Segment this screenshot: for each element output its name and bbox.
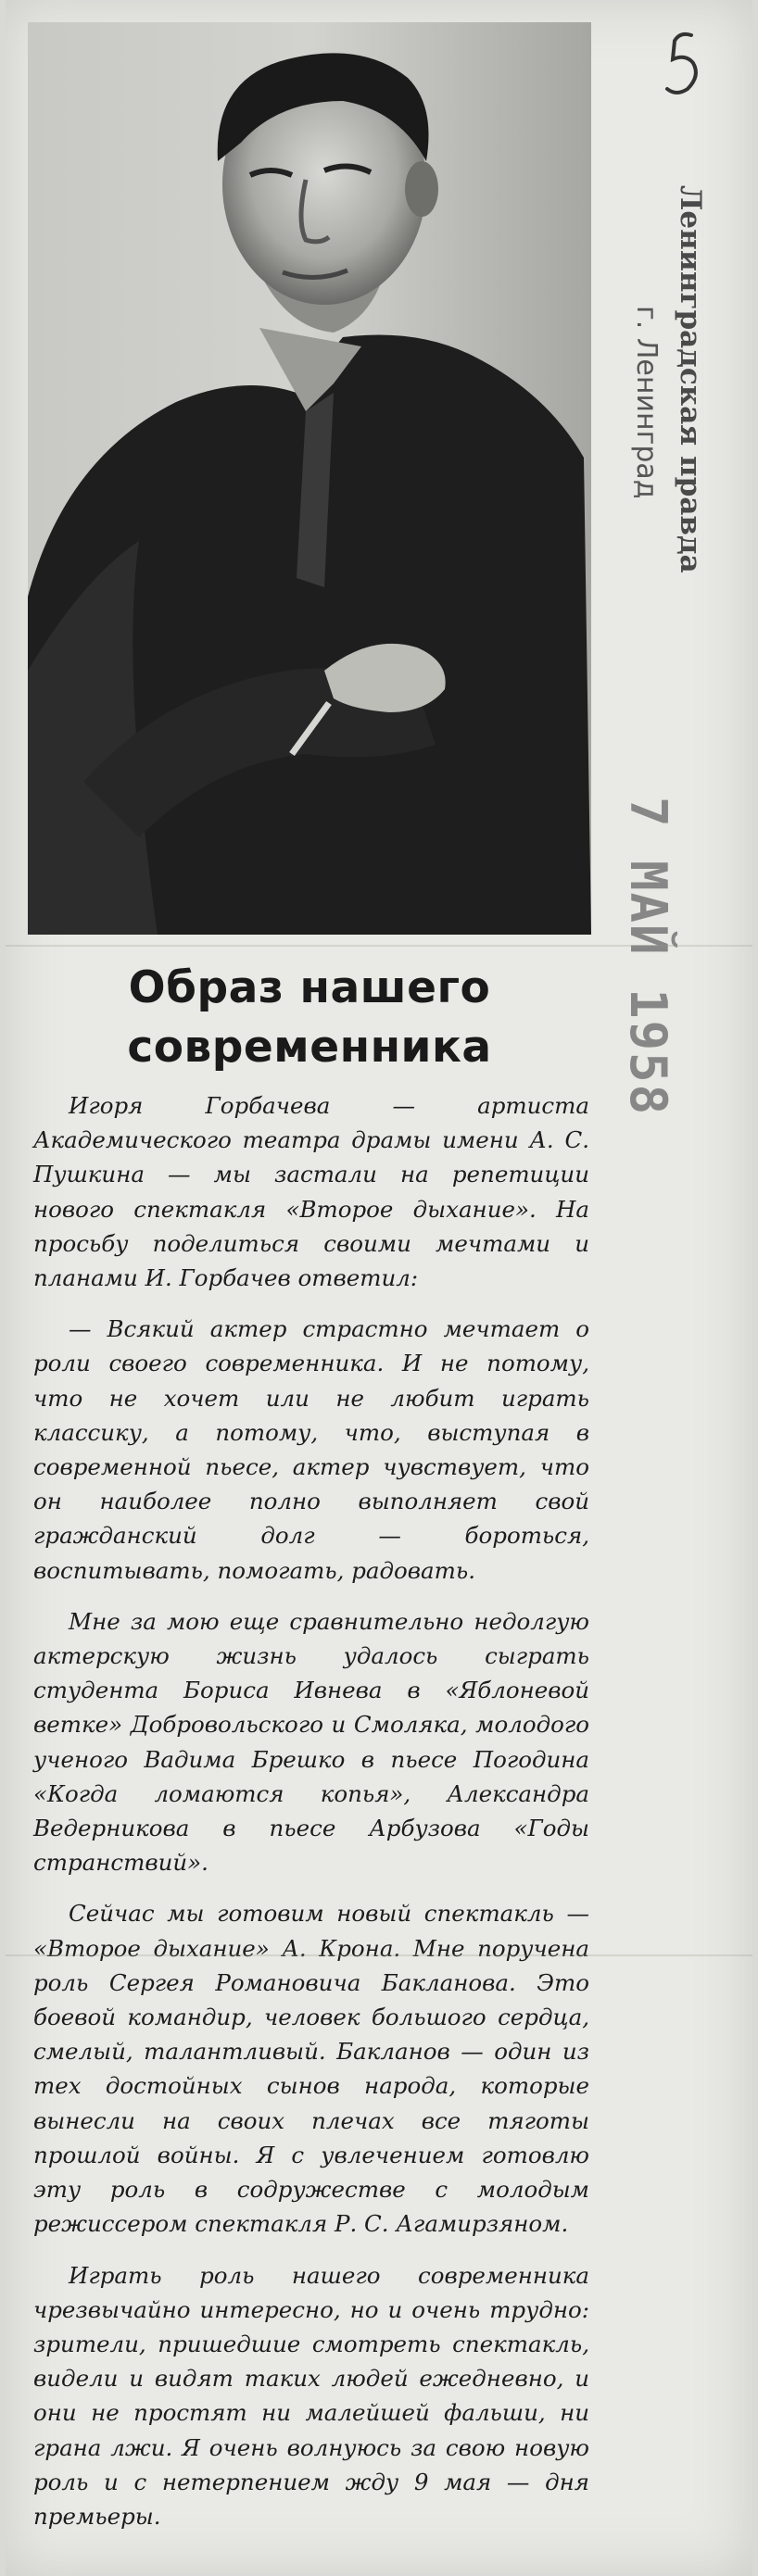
newspaper-city: г. Ленинград: [630, 306, 663, 499]
article-paragraph: Сейчас мы готовим новый спектакль — «Второе дыхание» А. Крона. Мне поручена роль Сергея Романовича Бакланова. Это боевой командир, человек большого сердца, смелый, талантливый. Бакланов — один из тех достойных сынов народа, которые вынесли на своих плечах все тяготы прошлой войны. Я с увлечением готовлю эту роль в содружестве с молодым режиссером спектакля Р. С. Агамирзяном.: [33, 1900, 589, 2238]
article-headline: Образ нашего современника: [127, 962, 492, 1073]
article-paragraph: Мне за мою еще сравнительно недолгую актерскую жизнь удалось сыграть студента Бориса Ивнева в «Яблоневой ветке» Добровольского и Смоляка, молодого ученого Вадима Брешко в пьесе Погодина «Когда ломаются копья», Александра Ведерникова в пьесе Арбузова «Годы странствий».: [33, 1607, 589, 1877]
portrait-illustration: [28, 22, 591, 935]
article-body: [33, 1088, 589, 2550]
fold-line: [6, 945, 752, 947]
pencil-number-mark: [654, 28, 710, 102]
newspaper-clipping: [6, 0, 752, 2576]
fold-line: [6, 1954, 752, 1956]
actor-portrait-photo: [28, 22, 591, 935]
article-paragraph: — Всякий актер страстно мечтает о роли своего современника. И не потому, что не хочет или не любит играть классику, а потому, что, выступая в современной пьесе, актер чувствует, что он наиболее полно выполняет свой гражданский долг — бороться, воспитывать, помогать, радовать.: [33, 1315, 589, 1584]
date-stamp: 7 МАЙ 1958: [619, 797, 677, 1117]
newspaper-name: Ленинградская правда: [674, 185, 707, 573]
article-paragraph: Играть роль нашего современника чрезвычайно интересно, но и очень трудно: зрители, пришедшие смотреть спектакль, видели и видят таких людей ежедневно, и они не простят ни малейшей фальши, ни грана лжи. Я очень волнуюсь за свою новую роль и с нетерпением жду 9 мая — дня премьеры.: [33, 2261, 589, 2530]
article-paragraph: Игоря Горбачева — артиста Академического театра драмы имени А. С. Пушкина — мы застали на репетиции нового спектакля «Второе дыхание». На просьбу поделиться своими мечтами и планами И. Горбачев ответил:: [33, 1092, 589, 1292]
source-stamp: [610, 185, 749, 704]
